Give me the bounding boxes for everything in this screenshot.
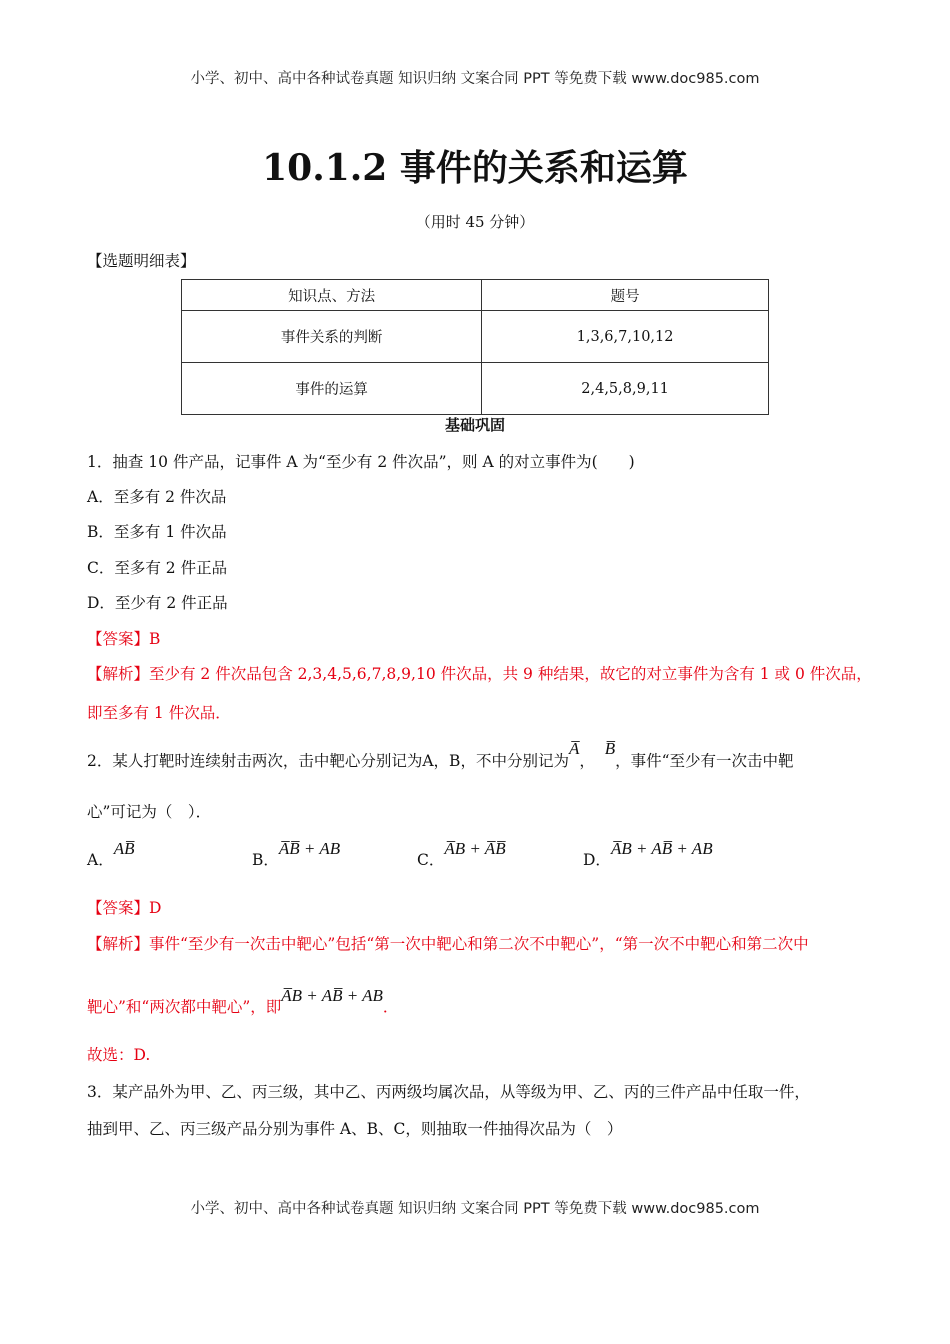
option-label: D． (583, 851, 611, 869)
page-header: 小学、初中、高中各种试卷真题 知识归纳 文案合同 PPT 等免费下载 www.doc985.com (190, 71, 760, 87)
column-header: 题号 (482, 280, 769, 311)
time-limit: （用时 45 分钟） (415, 213, 535, 231)
q3-stem-cont: 抽到甲、乙、丙三级产品分别为事件 A、B、C，则抽取一件抽得次品为（ ） (87, 1120, 623, 1138)
analysis-expr: A̅B + AB̅ + AB (281, 986, 383, 1005)
q2-conclusion: 故选：D. (87, 1046, 151, 1064)
q1-option-b: B．至多有 1 件次品 (87, 523, 227, 541)
b-bar-expr: B̅ (604, 739, 616, 758)
option-label: A． (87, 851, 114, 869)
q2-analysis-cont (87, 986, 399, 1017)
q3-stem: 3．某产品外为甲、乙、丙三级，其中乙、丙两级均属次品，从等级为甲、乙、丙的三件产品中任取一件， (87, 1083, 810, 1101)
q2-option-a (87, 839, 135, 870)
q2-answer: 【答案】D (87, 899, 162, 917)
table-row (182, 363, 769, 415)
q1-option-c: C．至多有 2 件正品 (87, 559, 228, 577)
q2-analysis: 【解析】事件“至少有一次击中靶心”包括“第一次中靶心和第二次不中靶心”，“第一次不中靶心和第二次中 (87, 935, 809, 953)
q2-stem (87, 739, 794, 771)
analysis-text: 靶心”和“两次都中靶心”，即 (87, 998, 282, 1016)
q1-analysis: 【解析】至少有 2 件次品包含 2,3,4,5,6,7,8,9,10 件次品，共 9 种结果，故它的对立事件为含有 1 或 0 件次品， (87, 665, 872, 683)
option-label: C． (417, 851, 445, 869)
q1-stem: 1．抽查 10 件产品，记事件 A 为“至少有 2 件次品”，则 A 的对立事件为( ) (87, 453, 635, 471)
q1-analysis-cont: 即至多有 1 件次品． (87, 704, 231, 722)
q2-stem-text-cont: ，事件“至少有一次击中靶 (615, 752, 794, 770)
q2-option-d (583, 839, 713, 870)
table-cell: 2,4,5,8,9,11 (482, 363, 769, 415)
page-title: 10.1.2 事件的关系和运算 (262, 147, 688, 189)
separator: ， (579, 752, 595, 770)
q2-stem-text: 2．某人打靶时连续射击两次，击中靶心分别记为A，B，不中分别记为 (87, 752, 569, 770)
q1-option-a: A．至多有 2 件次品 (87, 488, 227, 506)
a-bar-expr: A̅ (568, 739, 580, 758)
option-expr: A̅B̅ + AB (278, 839, 341, 858)
option-expr: A̅B + A̅B̅ (444, 839, 506, 858)
column-header: 知识点、方法 (182, 280, 482, 311)
table-label: 【选题明细表】 (87, 252, 196, 270)
table-header-row (182, 280, 769, 311)
q1-option-d: D．至少有 2 件正品 (87, 594, 228, 612)
option-label: B． (252, 851, 279, 869)
table-cell: 事件的运算 (182, 363, 482, 415)
q2-option-b (252, 839, 341, 870)
option-expr: AB̅ (113, 839, 135, 858)
topic-table (181, 279, 769, 415)
table-row (182, 311, 769, 363)
q1-answer: 【答案】B (87, 630, 161, 648)
option-expr: A̅B + AB̅ + AB (610, 839, 713, 858)
section-heading: 基础巩固 (444, 416, 505, 434)
analysis-end: ． (382, 998, 399, 1016)
page-footer: 小学、初中、高中各种试卷真题 知识归纳 文案合同 PPT 等免费下载 www.doc985.com (190, 1201, 760, 1217)
q2-option-c (417, 839, 506, 870)
table-cell: 事件关系的判断 (182, 311, 482, 363)
table-cell: 1,3,6,7,10,12 (482, 311, 769, 363)
q2-stem-end: 心”可记为（ ）． (87, 803, 212, 821)
